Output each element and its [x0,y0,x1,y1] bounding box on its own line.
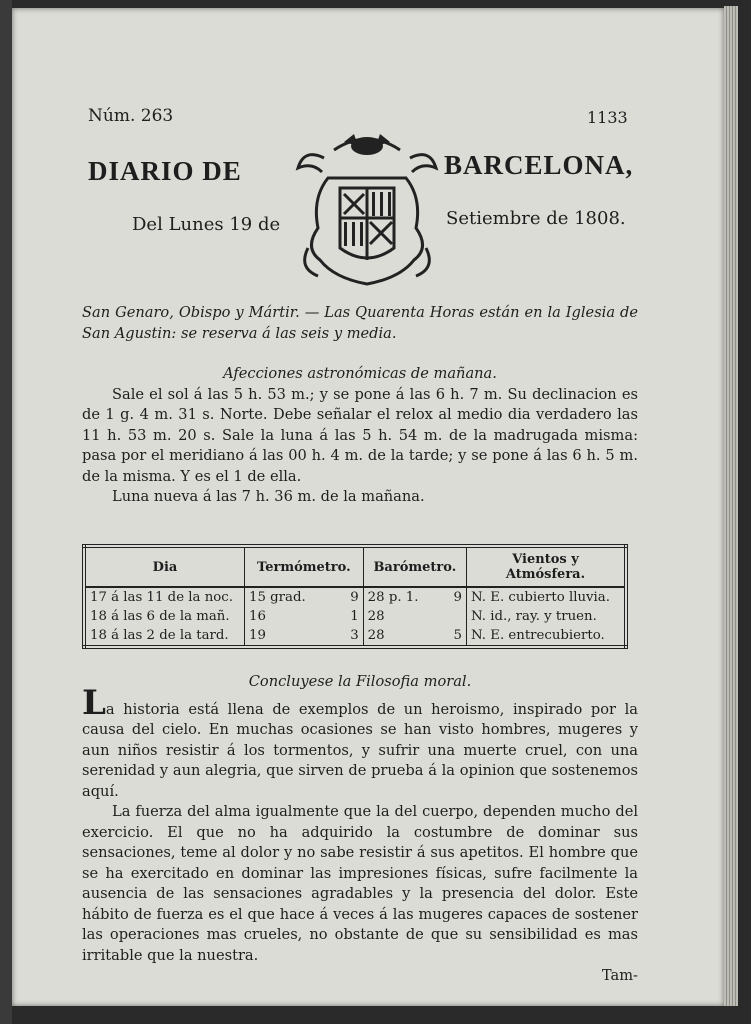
article-paragraph-2: La fuerza del alma igualmente que la del cuerpo, dependen mucho del exercicio. El que no ha adquirido la costumbre de dominar sus sensaciones, teme al dolor y no sabe resistir á sus apetitos. El hombre que se ha exercitado en dominar las impresiones físicas, sufre facilmente la ausencia de las sensaciones agradables y la presencia del dolor. Este hábito de fuerza es el que hace á veces á las mugeres capaces de sostener las operaciones mas crueles, no obstante de que su sensibilidad es mas irritable que la nuestra. [82,803,638,964]
cell-viento: N. E. cubierto lluvia. [471,590,610,605]
col-vientos: Vientos y Atmósfera. [467,546,627,587]
cell-baro-frac: 5 [444,626,467,647]
drop-cap: L [82,682,106,723]
col-barometro: Barómetro. [363,546,466,587]
table-header-row [84,546,626,587]
cell-baro-frac [444,607,467,626]
cell-baro-frac: 9 [444,587,467,607]
article-heading: Concluyese la Filosofia moral. [248,673,472,690]
col-termometro: Termómetro. [245,546,364,587]
table-row [84,607,626,626]
masthead-left: DIARIO DE [88,156,242,186]
cell-term-frac: 1 [339,607,364,626]
cell-term: 15 grad. [249,590,306,605]
astronomy-paragraph: Sale el sol á las 5 h. 53 m.; y se pone á las 6 h. 7 m. Su declinacion es de 1 g. 4 m. 31 s. Norte. Debe señalar el relox al medio dia verdadero las 11 h. 53 m. 20 s. Sale la luna á las 5 h. 54 m. de la madrugada misma: pasa por el meridiano á las 00 h. 4 m. de la tarde; y se pone á las 6 h. 5 m. de la misma. Y es el 1 de ella. [82,385,638,485]
cell-term-frac: 9 [339,587,364,607]
newspaper-page [12,8,724,1006]
cell-baro: 28 [367,628,385,643]
cell-term: 16 [249,609,266,624]
date-left: Del Lunes 19 de [132,214,281,235]
astronomy-heading: Afecciones astronómicas de mañana. [223,365,497,382]
cell-baro: 28 p. 1. [367,590,419,605]
date-right: Setiembre de 1808. [446,208,626,229]
moon-phase: Luna nueva á las 7 h. 36 m. de la mañana. [112,488,425,505]
cell-term-frac: 3 [339,626,364,647]
cell-term: 19 [249,628,266,643]
page-number: 1133 [587,108,628,127]
article-paragraph-1: La historia está llena de exemplos de un heroismo, inspirado por la causa del cielo. En muchas ocasiones se han visto hombres, mugeres y aun niños resistir á los tormentos, y sufrir una muerte cruel, con una serenidad y aun alegria, que sirven de prueba á la opinion que sostenemos aquí. [82,682,638,800]
table-row [84,587,626,607]
saints-notice: San Genaro, Obispo y Mártir. — Las Quarenta Horas están en la Iglesia de San Agustin: se reserva á las seis y media. [82,304,638,342]
coat-of-arms-icon [294,128,440,288]
cell-dia: 18 á las 2 de la tard. [84,626,245,647]
book-spine [0,0,12,1024]
table-row [84,626,626,647]
issue-number: Núm. 263 [88,106,174,126]
catchword: Tam- [601,967,638,984]
cell-viento: N. id., ray. y truen. [471,609,597,624]
cell-baro: 28 [367,609,385,624]
cell-viento: N. E. entrecubierto. [471,628,605,643]
col-dia: Dia [84,546,245,587]
cell-dia: 18 á las 6 de la mañ. [84,607,245,626]
page-edges [724,6,738,1006]
cell-dia: 17 á las 11 de la noc. [84,587,245,607]
astronomy-section [82,364,638,508]
weather-table [82,544,628,649]
masthead-right: BARCELONA, [444,150,634,180]
article-section [82,672,638,987]
